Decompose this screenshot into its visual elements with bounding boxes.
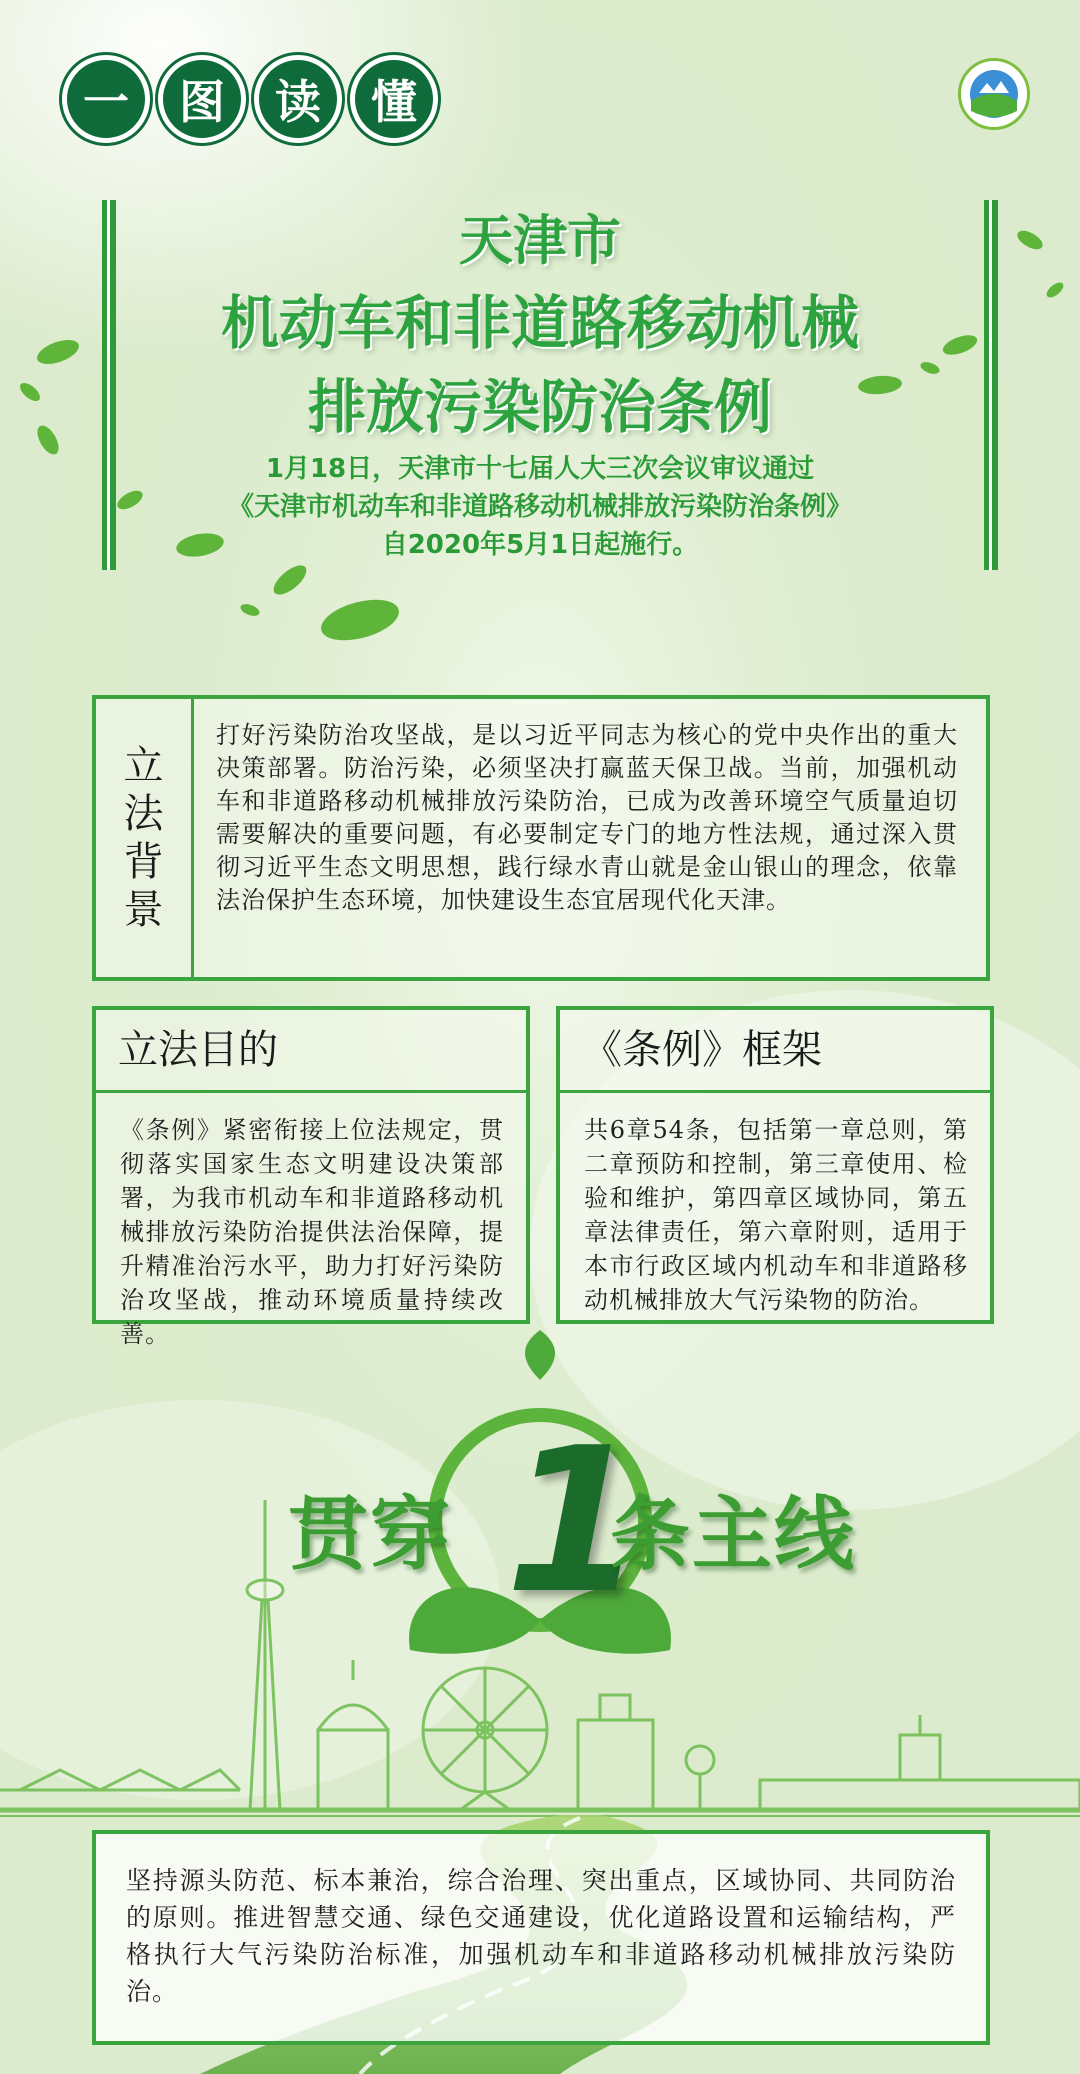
title-line-1: 天津市 xyxy=(459,209,621,272)
label-char: 立 xyxy=(123,743,164,789)
section-text: 《条例》紧密衔接上位法规定，贯彻落实国家生态文明建设决策部署，为我市机动车和非道路移动机械排放污染防治提供法治保障，提升精准治污水平，助力打好污染防治攻坚战，推动环境质量持续改善。 xyxy=(120,1116,504,1348)
section-heading: 《条例》框架 xyxy=(560,1010,990,1093)
slogan-number: 1 xyxy=(505,1405,645,1638)
legislative-purpose-section xyxy=(92,1006,530,1348)
label-char: 景 xyxy=(123,887,164,933)
section-text: 打好污染防治攻坚战，是以习近平同志为核心的党中央作出的重大决策部署。防治污染，必须坚决打赢蓝天保卫战。当前，加强机动车和非道路移动机械排放污染防治，已成为改善环境空气质量迫切需要解决的重要问题，有必要制定专门的地方性法规，通过深入贯彻习近平生态文明思想，践行绿水青山就是金山银山的理念，依靠法治保护生态环境，加快建设生态宜居现代化天津。 xyxy=(216,721,958,914)
title-line-3: 排放污染防治条例 xyxy=(307,373,772,441)
label-char: 法 xyxy=(123,791,164,837)
slogan-right: 条主线 xyxy=(610,1488,856,1581)
section-heading: 立法目的 xyxy=(96,1010,526,1093)
badge-char: 读 xyxy=(254,55,342,143)
subtitle-line-3: 自2020年5月1日起施行。 xyxy=(381,530,699,560)
legislative-background-section xyxy=(92,695,990,981)
section-label xyxy=(96,699,194,977)
title-left-bar xyxy=(102,200,116,570)
badge-char: 懂 xyxy=(350,55,438,143)
label-char: 背 xyxy=(123,839,164,885)
tianjin-ecology-environment-logo-icon xyxy=(958,58,1030,130)
section-text: 共6章54条，包括第一章总则，第二章预防和控制，第三章使用、检验和维护，第四章区域协同，第五章法律责任，第六章附则，适用于本市行政区域内机动车和非道路移动机械排放大气污染物的防治。 xyxy=(584,1116,968,1314)
subtitle-line-2: 《天津市机动车和非道路移动机械排放污染防治条例》 xyxy=(227,492,852,522)
title-line-2: 机动车和非道路移动机械 xyxy=(220,289,859,357)
subtitle-line-1: 1月18日，天津市十七届人大三次会议审议通过 xyxy=(265,454,815,484)
badge-char: 一 xyxy=(62,55,150,143)
slogan-left: 贯穿 xyxy=(288,1488,452,1581)
title-right-bar xyxy=(984,200,998,570)
badge-char: 图 xyxy=(158,55,246,143)
regulation-framework-section xyxy=(556,1006,994,1324)
section-text: 坚持源头防范、标本兼治，综合治理、突出重点，区域协同、共同防治的原则。推进智慧交通、绿色交通建设，优化道路设置和运输结构，严格执行大气污染防治标准，加强机动车和非道路移动机械排放污染防治。 xyxy=(126,1866,956,2006)
header-badge xyxy=(62,55,438,143)
principle-section xyxy=(92,1830,990,2045)
